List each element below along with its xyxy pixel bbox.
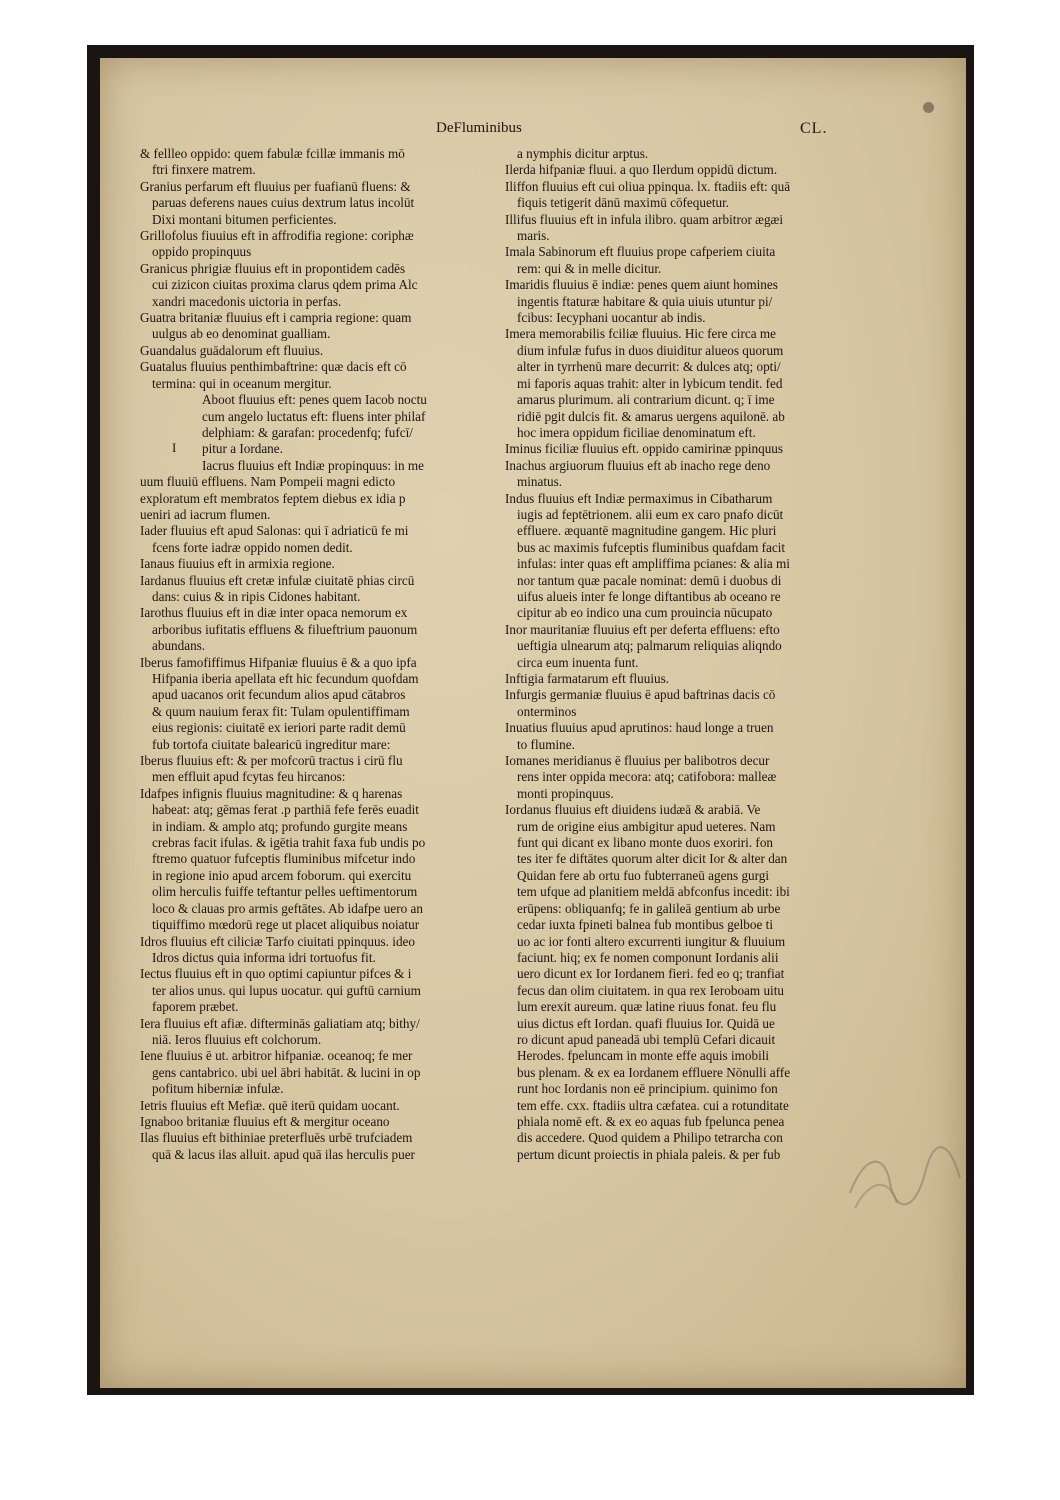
text-line: ftri finxere matrem. bbox=[152, 162, 256, 178]
text-line: fcibus: Iecyphani uocantur ab indis. bbox=[517, 310, 706, 326]
text-line: apud uacanos orit fecundum alios apud cātabros bbox=[152, 687, 406, 703]
text-line: tem ufque ad planitiem meldā abfconfus incedit: ibi bbox=[517, 884, 790, 900]
text-line: Iacrus fluuius eft Indiæ propinquus: in me bbox=[202, 457, 424, 473]
text-line: fiquis tetigerit dānū maximū cōfequetur. bbox=[517, 195, 730, 211]
text-line: Inachus argiuorum fluuius eft ab inacho rege deno bbox=[505, 457, 771, 473]
text-line: Idafpes infignis fluuius magnitudine: & q harenas bbox=[140, 785, 403, 801]
text-line: Grillofolus fiuuius eft in affrodifia regione: coriphæ bbox=[140, 228, 414, 244]
text-line: Guatra britaniæ fluuius eft i campria regione: quam bbox=[140, 310, 412, 326]
text-line: runt hoc Iordanis non eē principium. quinimo fon bbox=[517, 1081, 778, 1097]
text-line: Granicus phrigiæ fluuius eft in propontidem cadēs bbox=[140, 260, 406, 276]
text-line: rum de origine eius ambigitur apud ueteres. Nam bbox=[517, 818, 776, 834]
text-line: dans: cuius & in ripis Cidones habitant. bbox=[152, 588, 361, 604]
text-line: Iordanus fluuius eft diuidens iudæā & arabiā. Ve bbox=[505, 802, 761, 818]
text-line: faporem præbet. bbox=[152, 999, 239, 1015]
text-line: tem effe. cxx. ftadiis ultra cæfatea. cui a rotunditate bbox=[517, 1097, 789, 1113]
text-line: gens cantabrico. ubi uel ābri habitāt. & lucini in op bbox=[152, 1064, 421, 1080]
text-line: Imala Sabinorum eft fluuius prope cafperiem ciuita bbox=[505, 244, 776, 260]
text-line: ingentis ftaturæ habitare & quia uiuis utuntur pi/ bbox=[517, 293, 773, 309]
text-line: Iliffon fluuius eft cui oliua ppinqua. lx. ftadiis eft: quā bbox=[505, 178, 791, 194]
text-line: tes iter fe diftātes quorum alter dicit Ior & alter dan bbox=[517, 851, 788, 867]
text-line: to flumine. bbox=[517, 736, 575, 752]
text-line: uius dictus eft Iordan. quafi fluuius Ior. Quidā ue bbox=[517, 1015, 775, 1031]
text-line: niā. Ieros fluuius eft colchorum. bbox=[152, 1031, 322, 1047]
text-line: Imaridis fluuius ē indiæ: penes quem aiunt homines bbox=[505, 277, 778, 293]
text-line: Guatalus fluuius penthimbaftrine: quæ dacis eft cō bbox=[140, 359, 407, 375]
text-line: fcens forte iadræ oppido nomen dedit. bbox=[152, 539, 353, 555]
text-line: mi faporis aquas trahit: alter in lybicum tendit. fed bbox=[517, 375, 783, 391]
text-line: dium infulæ fufus in duos diuiditur alueos quorum bbox=[517, 342, 784, 358]
text-line: men effluit apud fcytas feu hircanos: bbox=[152, 769, 346, 785]
text-line: Imera memorabilis fciliæ fluuius. Hic fere circa me bbox=[505, 326, 776, 342]
text-line: Quidan fere ab ortu fuo fubterraneū agens gurgi bbox=[517, 867, 770, 883]
left-column bbox=[140, 146, 500, 1163]
worm-hole bbox=[923, 102, 934, 113]
text-line: Ietris fluuius eft Mefiæ. quē iterū quidam uocant. bbox=[140, 1097, 400, 1113]
text-line: nor tantum quæ pacale nominat: demū i duobus di bbox=[517, 572, 782, 588]
text-line: lum erexit aureum. quæ latine riuus fonat. feu flu bbox=[517, 999, 777, 1015]
text-line: Infurgis germaniæ fluuius ē apud baftrinas dacis cō bbox=[505, 687, 776, 703]
text-line: olim herculis fuiffe teftantur pelles ueftimentorum bbox=[152, 884, 418, 900]
text-line: xandri macedonis uictoria in perfas. bbox=[152, 293, 342, 309]
text-line: Granius perfarum eft fluuius per fuafianū fluens: & bbox=[140, 178, 411, 194]
text-line: Inftigia farmatarum eft fluuius. bbox=[505, 671, 670, 686]
text-line: circa eum inuenta funt. bbox=[517, 654, 639, 670]
margin-mark: I bbox=[172, 440, 177, 455]
text-line: uum fluuiū effluens. Nam Pompeii magni edicto bbox=[140, 474, 396, 490]
text-line: Ilas fluuius eft bithiniae preterfluēs urbē trufciadem bbox=[140, 1130, 413, 1146]
text-line: Iardanus fluuius eft cretæ infulæ ciuitatē phias circū bbox=[140, 572, 415, 588]
text-line: cum angelo luctatus eft: fluens inter philaf bbox=[202, 408, 426, 424]
text-line: onterminos bbox=[517, 703, 577, 719]
text-line: funt qui dicant ex libano monte duos exoriri. fon bbox=[517, 835, 774, 851]
text-line: Iarothus fluuius eft in diæ inter opaca nemorum ex bbox=[140, 605, 408, 621]
text-line: cui zizicon ciuitas proxima clarus qdem prima Alc bbox=[152, 277, 418, 293]
text-line: & fellleo oppido: quem fabulæ fcillæ immanis mō bbox=[140, 146, 405, 161]
text-line: Iberus fluuius eft: & per mofcorū tractus i cirū flu bbox=[140, 753, 403, 769]
text-line: maris. bbox=[517, 228, 550, 244]
text-line: pofitum hiberniæ infulæ. bbox=[152, 1081, 284, 1097]
text-line: Iene fluuius ē ut. arbitror hifpaniæ. oceanoq; fe mer bbox=[140, 1048, 413, 1064]
text-line: effluere. æquantē magnitudine gangem. Hic pluri bbox=[517, 523, 777, 539]
text-line: ter alios unus. qui lupus uocatur. qui guftū carnium bbox=[152, 982, 421, 998]
text-line: Inor mauritaniæ fluuius eft per deferta effluens: efto bbox=[505, 621, 780, 637]
text-line: hoc imera oppidum ficiliae denominatum eft. bbox=[517, 424, 756, 440]
text-line: arboribus iufitatis effluens & filueftrium pauonum bbox=[152, 621, 418, 637]
text-line: exploratum eft membratos feptem diebus ex idia p bbox=[140, 490, 406, 506]
text-line: dis accedere. Quod quidem a Philipo tetrarcha con bbox=[517, 1130, 783, 1146]
text-line: uo ac ior fonti altero excurrenti iungitur & fluuium bbox=[517, 933, 786, 949]
text-line: amarus plurimum. ali contrarium dicunt. q; ī ime bbox=[517, 392, 775, 408]
text-line: Iomanes meridianus ē fluuius per balibotros decur bbox=[505, 753, 770, 769]
text-line: Illifus fluuius eft in infula ilibro. quam arbitror ægæi bbox=[505, 211, 783, 227]
text-line: erūpens: obliquanfq; fe in galileā gentium ab urbe bbox=[517, 900, 781, 916]
text-line: Herodes. fpeluncam in monte effe aquis imobili bbox=[517, 1048, 770, 1064]
text-line: Inuatius fluuius apud aprutinos: haud longe a truen bbox=[505, 720, 774, 736]
text-line: uero dicunt ex Ior Iordanem fieri. fed eo q; tranfiat bbox=[517, 966, 785, 982]
text-line: Idros dictus quia informa idri tortuofus fit. bbox=[152, 949, 376, 965]
text-line: habeat: atq; gēmas ferat .p parthiā fefe ferēs euadit bbox=[152, 802, 419, 818]
text-line: pitur a Iordane. bbox=[202, 441, 283, 457]
text-line: ftremo quatuor fufceptis fluminibus mifcetur indo bbox=[152, 851, 416, 867]
text-line: a nymphis dicitur arptus. bbox=[517, 146, 649, 161]
text-line: cedar iuxta fpineti balnea fub montibus gelboe ti bbox=[517, 917, 773, 933]
text-line: rens inter oppida mecora: atq; catifobora: malleæ bbox=[517, 769, 777, 785]
text-line: & quum nauium ferax fit: Tulam opulentiffimam bbox=[152, 703, 410, 719]
text-line: Iectus fluuius eft in quo optimi capiuntur pifces & i bbox=[140, 966, 412, 982]
text-line: uifus alueis inter fe longe diftantibus ab oceano re bbox=[517, 588, 781, 604]
text-line: quā & lacus ilas alluit. apud quā ilas herculis puer bbox=[152, 1146, 415, 1162]
manuscript-page bbox=[100, 58, 966, 1388]
text-line: iugis ad feptētrionem. alii eum ex caro pnafo dicūt bbox=[517, 506, 784, 522]
text-line: cipitur ab eo indico una cum prouincia nūcupato bbox=[517, 605, 773, 621]
text-line: in regione inio apud arcem foborum. qui exercitu bbox=[152, 867, 412, 883]
text-line: bus plenam. & ex ea Iordanem effluere Nōnulli affe bbox=[517, 1064, 791, 1080]
text-line: minatus. bbox=[517, 474, 563, 490]
text-line: loco & clauas pro armis geftātes. Ab idafpe uero an bbox=[152, 900, 423, 916]
text-line: oppido propinquus bbox=[152, 244, 252, 260]
text-line: Iader fluuius eft apud Salonas: qui ī adriaticū fe mi bbox=[140, 523, 409, 539]
text-line: delphiam: & garafan: procedenfq; fufcī/ bbox=[202, 424, 413, 440]
text-line: ridiē pgit dulcis fit. & amarus uergens aquilonē. ab bbox=[517, 408, 785, 424]
text-line: Idros fluuius eft ciliciæ Tarfo ciuitati ppinquus. ideo bbox=[140, 933, 415, 949]
text-line: Aboot fluuius eft: penes quem Iacob noctu bbox=[202, 392, 427, 408]
text-line: ro dicunt apud paneadā ubi templū Cefari dicauit bbox=[517, 1031, 776, 1047]
text-line: bus ac maximis fufceptis fluminibus quafdam facit bbox=[517, 539, 786, 555]
text-line: Ilerda hifpaniæ fluui. a quo Ilerdum oppidū dictum. bbox=[505, 162, 778, 178]
text-line: eius regionis: ciuitatē ex ieriori parte radit demū bbox=[152, 720, 406, 736]
text-line: pertum dicunt proiectis in phiala paleis. & per fub bbox=[517, 1146, 781, 1162]
text-line: uulgus ab eo denominat gualliam. bbox=[152, 326, 331, 342]
right-column bbox=[505, 146, 877, 1163]
folio-number: CL. bbox=[800, 120, 828, 137]
text-line: fub tortofa ciuitate balearicū ingreditur mare: bbox=[152, 736, 391, 752]
text-line: tiquiffimo mœdorū rege ut placet aliquibus noiatur bbox=[152, 917, 420, 933]
text-line: in indiam. & amplo atq; profundo gurgite means bbox=[152, 818, 408, 834]
running-head: DeFluminibus bbox=[436, 120, 522, 136]
text-line: monti propinquus. bbox=[517, 785, 614, 801]
text-line: crebras facit ifulas. & igētia trahit faxa fub undis po bbox=[152, 835, 426, 851]
text-line: phiala nomē eft. & ex eo aquas fub fpelunca penea bbox=[517, 1113, 785, 1129]
text-line: ueftigia ulnearum atq; palmarum reliquias aliqndo bbox=[517, 638, 782, 654]
text-line: rem: qui & in melle dicitur. bbox=[517, 260, 662, 276]
text-line: Iera fluuius eft afiæ. difterminās galiatiam atq; bithy/ bbox=[140, 1015, 420, 1031]
text-line: ueniri ad iacrum flumen. bbox=[140, 506, 271, 522]
text-line: paruas deferens naues cuius dextrum latus incolūt bbox=[152, 195, 415, 211]
text-line: Ignaboo britaniæ fluuius eft & mergitur oceano bbox=[140, 1113, 390, 1129]
text-line: alter in tyrrhenū mare decurrit: & dulces atq; opti/ bbox=[517, 359, 781, 375]
ownership-stamp-icon bbox=[845, 1133, 965, 1223]
text-line: termina: qui in oceanum mergitur. bbox=[152, 375, 332, 391]
text-line: Iberus famofiffimus Hifpaniæ fluuius ē & a quo ipfa bbox=[140, 654, 417, 670]
text-line: Dixi montani bitumen perficientes. bbox=[152, 211, 337, 227]
text-line: infulas: inter quas eft ampliffima pcianes: & alia mi bbox=[517, 556, 790, 572]
text-line: fecus dan olim ciuitatem. in qua rex Ieroboam uitu bbox=[517, 982, 784, 998]
text-line: faciunt. hiq; ex fe nomen componunt Iordanis alii bbox=[517, 949, 779, 965]
text-line: abundans. bbox=[152, 638, 206, 654]
text-line: Guandalus guādalorum eft fluuius. bbox=[140, 342, 324, 358]
text-line: Hifpania iberia apellata eft hic fecundum quofdam bbox=[152, 671, 419, 686]
text-line: Ianaus fiuuius eft in armixia regione. bbox=[140, 556, 335, 572]
text-line: Indus fluuius eft Indiæ permaximus in Cibatharum bbox=[505, 490, 773, 506]
text-line: Iminus ficiliæ fluuius eft. oppido camirinæ ppinquus bbox=[505, 441, 784, 457]
